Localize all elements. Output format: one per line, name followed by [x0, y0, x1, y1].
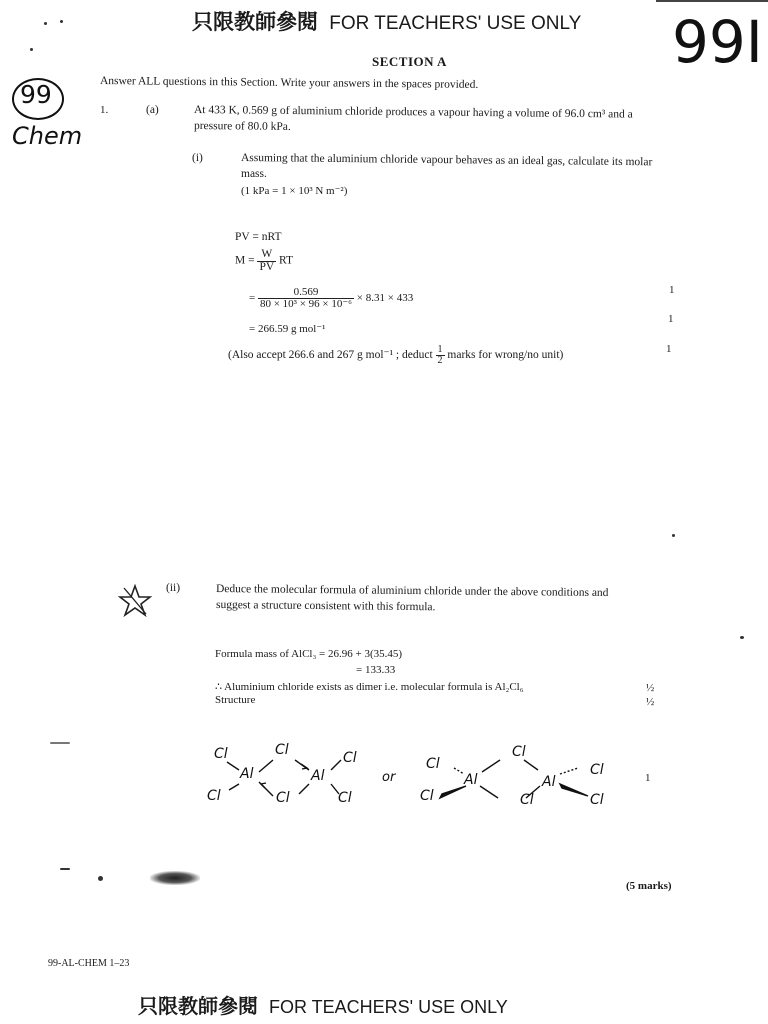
working-eq4: = 266.59 g mol⁻¹	[249, 323, 326, 335]
eq3-rhs: × 8.31 × 433	[356, 292, 414, 305]
s1-cl-bridge-bottom: Cl	[276, 790, 290, 806]
accept-prefix: (Also accept 266.6 and 267 g mol⁻¹ ; deduct	[228, 349, 433, 362]
mark-3: 1	[666, 343, 672, 355]
accept-fraction	[436, 345, 445, 366]
s2-cl-bridge-bottom: Cl	[520, 792, 534, 808]
scan-speck	[98, 876, 103, 881]
mark-1: 1	[669, 284, 675, 296]
eq2-rhs: RT	[279, 254, 294, 267]
star-mark-icon	[118, 584, 152, 618]
question-part: (a)	[146, 104, 159, 116]
s1-cl-top-right: Cl	[343, 750, 357, 766]
part-ii-line1: Deduce the molecular formula of aluminium chloride under the above conditions and	[215, 583, 609, 600]
scan-speck	[30, 48, 33, 51]
or-text: or	[382, 770, 396, 785]
dimer-conclusion: ∴ Aluminium chloride exists as dimer i.e. molecular formula is Al₂Cl₆	[215, 681, 524, 693]
accept-note	[228, 345, 563, 366]
s2-al-right: Al	[542, 774, 556, 790]
eq2-fraction	[257, 249, 276, 273]
scan-speck	[60, 20, 63, 23]
mark-2: 1	[668, 313, 674, 325]
working-eq3	[249, 287, 413, 310]
s2-al-left: Al	[464, 772, 478, 788]
half-mark-1: ½	[646, 682, 655, 694]
s2-cl-bridge-top: Cl	[512, 744, 526, 760]
footer-cjk-label: 只限教師參閱	[138, 994, 258, 1018]
accept-numerator: 1	[437, 344, 443, 355]
header-cjk-label: 只限教師參閱	[192, 10, 318, 34]
working-eq1: PV = nRT	[235, 231, 282, 243]
s1-al-left: Al	[240, 766, 254, 782]
formula-mass-line1: Formula mass of AlCl₃ = 26.96 + 3(35.45)	[215, 648, 403, 660]
accept-denominator: 2	[437, 355, 443, 366]
part-ii-label: (ii)	[166, 582, 181, 594]
s1-cl-top-left: Cl	[214, 746, 228, 762]
part-ii-line2: suggest a structure consistent with this formula.	[215, 599, 436, 614]
s2-cl-top-right: Cl	[590, 762, 604, 778]
part-i-line1: Assuming that the aluminium chloride vapour behaves as an ideal gas, calculate its molar	[240, 152, 653, 169]
s2-cl-bottom-right: Cl	[590, 792, 604, 808]
formula-mass-line2: = 133.33	[356, 664, 396, 676]
footer-label: FOR TEACHERS' USE ONLY	[269, 997, 508, 1017]
eq2-numerator: W	[261, 248, 273, 260]
s1-al-right: Al	[311, 768, 325, 784]
s1-cl-bottom-left: Cl	[207, 788, 221, 804]
eq3-numerator: 0.569	[293, 286, 319, 298]
scan-speck	[672, 534, 675, 537]
s2-cl-top-left: Cl	[426, 756, 440, 772]
eq3-fraction	[258, 287, 354, 310]
half-mark-2: ½	[646, 696, 655, 708]
scan-speck	[50, 742, 70, 744]
structure-mark: 1	[645, 772, 651, 784]
scan-speck	[44, 22, 47, 25]
part-i-hint: (1 kPa = 1 × 10³ N m⁻²)	[241, 185, 348, 197]
margin-subject: Chem	[12, 122, 83, 150]
eq2-denominator: PV	[259, 260, 275, 273]
eq3-denominator: 80 × 10³ × 96 × 10⁻⁶	[259, 298, 353, 310]
part-i-line2: mass.	[241, 168, 267, 180]
s2-cl-bottom-left: Cl	[420, 788, 434, 804]
eq3-equals: =	[249, 292, 256, 305]
question-stem-line2: pressure of 80.0 kPa.	[193, 120, 291, 134]
s1-cl-bottom-right: Cl	[338, 790, 352, 806]
accept-suffix: marks for wrong/no unit)	[447, 349, 564, 362]
header-rule	[656, 0, 768, 2]
margin-year: 99	[20, 80, 52, 109]
scan-speck	[740, 636, 744, 639]
footer-teachers-only	[138, 990, 508, 1019]
instructions: Answer ALL questions in this Section. Write your answers in the spaces provided.	[99, 75, 479, 91]
total-marks: (5 marks)	[626, 880, 672, 892]
working-eq2	[235, 249, 293, 273]
header-label: FOR TEACHERS' USE ONLY	[329, 13, 582, 34]
part-i-label: (i)	[192, 152, 203, 164]
s1-cl-bridge-top: Cl	[275, 742, 289, 758]
structure-label: Structure	[215, 694, 256, 706]
question-stem-line1: At 433 K, 0.569 g of aluminium chloride produces a vapour having a volume of 96.0 cm³ and a	[193, 104, 633, 121]
handwritten-code: 99I	[672, 8, 763, 76]
eq2-lhs: M =	[235, 254, 255, 267]
header-teachers-only	[192, 6, 581, 36]
footer-page-code: 99-AL-CHEM 1–23	[48, 958, 130, 969]
scan-smudge	[150, 871, 200, 885]
section-title: SECTION A	[372, 54, 447, 69]
scan-speck	[60, 868, 70, 870]
question-number: 1.	[100, 104, 109, 116]
